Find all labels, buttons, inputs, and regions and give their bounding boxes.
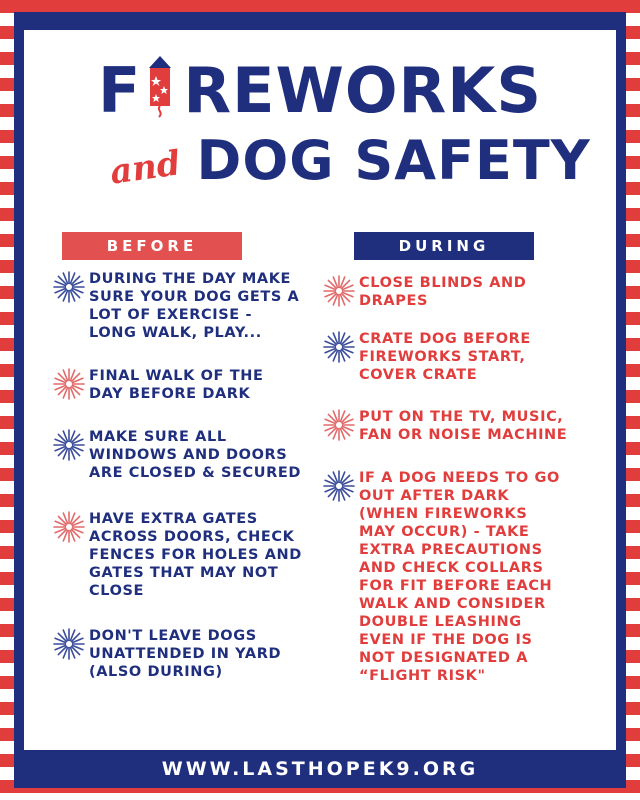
before-item-text: FINAL WALK OF THE DAY BEFORE DARK [89, 368, 264, 402]
firework-burst-red-icon [322, 274, 356, 308]
firework-burst-blue-icon [52, 270, 86, 304]
before-item-text: MAKE SURE ALL WINDOWS AND DOORS ARE CLOSED & SECURED [89, 429, 302, 481]
title-dog-safety: DOG SAFETY [196, 129, 591, 192]
firework-burst-blue-icon [52, 428, 86, 462]
during-item [322, 408, 602, 444]
during-item-text: CRATE DOG BEFORE FIREWORKS START, COVER CRATE [359, 331, 531, 383]
before-heading: BEFORE [62, 232, 242, 260]
title-fireworks [24, 56, 616, 126]
before-item-text: DURING THE DAY MAKE SURE YOUR DOG GETS A LOT OF EXERCISE - LONG WALK, PLAY... [89, 271, 300, 341]
firework-burst-blue-icon [322, 469, 356, 503]
during-item-text: CLOSE BLINDS AND DRAPES [359, 275, 527, 309]
title-first-line-rest: REWORKS [183, 54, 542, 127]
before-item-text: HAVE EXTRA GATES ACROSS DOORS, CHECK FENCES FOR HOLES AND GATES THAT MAY NOT CLOSE [89, 511, 302, 599]
before-item-text: DON'T LEAVE DOGS UNATTENDED IN YARD (ALSO DURING) [89, 628, 282, 680]
firework-burst-blue-icon [322, 330, 356, 364]
during-heading: DURING [354, 232, 534, 260]
before-item [52, 510, 332, 600]
during-item [322, 469, 592, 685]
during-item [322, 274, 592, 310]
title-first-letter: F [98, 54, 142, 127]
firework-burst-red-icon [52, 510, 86, 544]
firework-burst-red-icon [52, 367, 86, 401]
before-item [52, 627, 322, 681]
during-item-text: IF A DOG NEEDS TO GO OUT AFTER DARK (WHEN FIREWORKS MAY OCCUR) - TAKE EXTRA PRECAUTIONS AND CHECK COLLARS FOR FIT BEFORE EACH WALK AND CONSIDER DOUBLE LEASHING EVEN IF THE DOG IS NOT DESIGNATED A “FLIGHT RISK" [359, 470, 560, 684]
during-item [322, 330, 592, 384]
footer-website-url: WWW.LASTHOPEK9.ORG [161, 758, 479, 780]
before-item [52, 428, 332, 482]
title-second-line [107, 126, 591, 193]
title-and-script: and [107, 143, 183, 193]
firework-burst-blue-icon [52, 627, 86, 661]
firework-rocket-icon [147, 56, 173, 118]
before-item [52, 270, 322, 342]
during-item-text: PUT ON THE TV, MUSIC, FAN OR NOISE MACHINE [359, 409, 568, 443]
before-item [52, 367, 322, 403]
firework-burst-red-icon [322, 408, 356, 442]
